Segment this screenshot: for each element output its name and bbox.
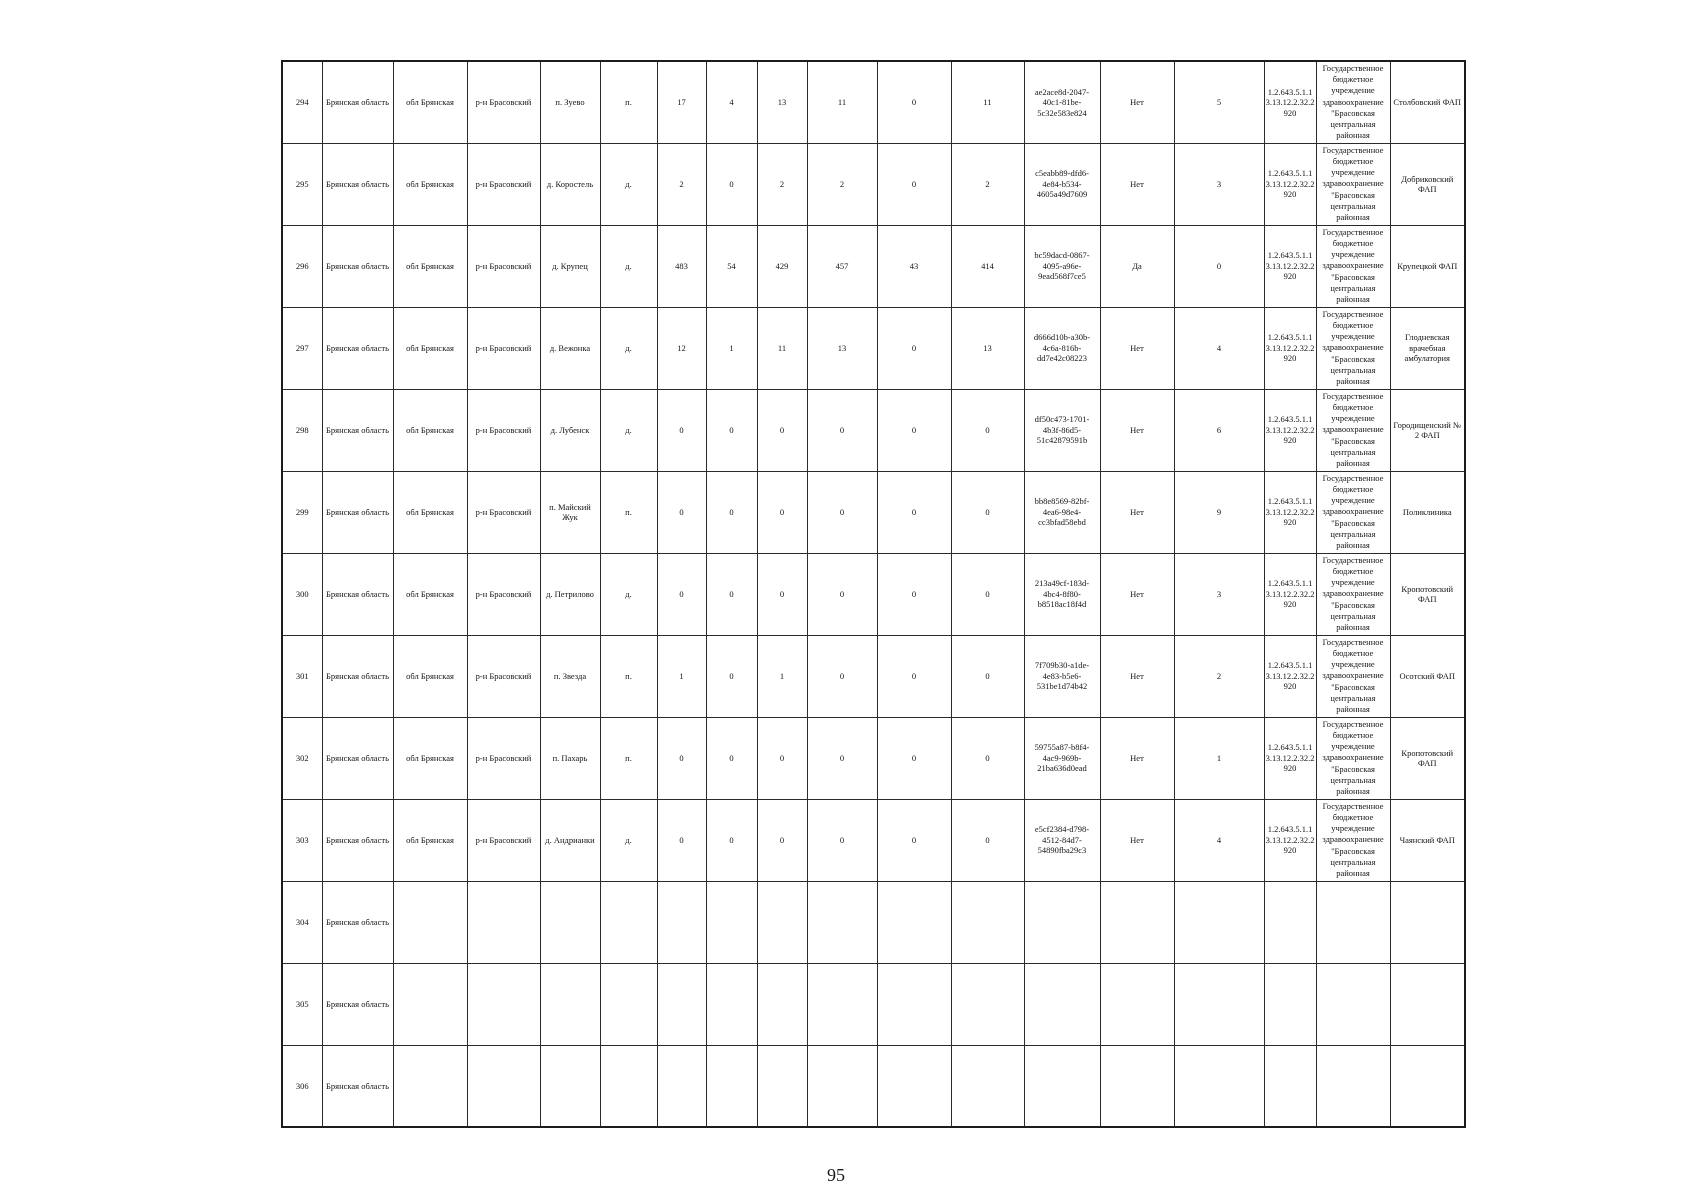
settlement-cell: д. Петрилово [540,553,600,635]
region-cell: Брянская область [322,225,393,307]
facility-cell: Кропотовский ФАП [1390,553,1465,635]
number-cell [1174,881,1264,963]
oid-cell: 1.2.643.5.1.13.13.12.2.32.2920 [1264,61,1316,143]
count-cell-3: 429 [757,225,807,307]
table-row [282,717,1465,799]
yes-no-cell [1100,963,1174,1045]
row-number-cell: 300 [282,553,322,635]
count-cell-6: 0 [951,717,1024,799]
settlement-type-cell: д. [600,389,657,471]
region-cell: Брянская область [322,1045,393,1127]
district-cell: р-н Брасовский [467,717,540,799]
district-cell: р-н Брасовский [467,471,540,553]
oid-cell [1264,881,1316,963]
count-cell-4: 13 [807,307,877,389]
count-cell-2: 0 [706,553,757,635]
oid-cell: 1.2.643.5.1.13.13.12.2.32.2920 [1264,635,1316,717]
count-cell-3 [757,963,807,1045]
count-cell-5: 0 [877,799,951,881]
settlement-cell [540,1045,600,1127]
table-row [282,881,1465,963]
count-cell-3: 1 [757,635,807,717]
facility-cell: Столбовский ФАП [1390,61,1465,143]
count-cell-5 [877,963,951,1045]
organization-cell: Государственное бюджетное учреждение здравоохранение "Брасовская центральная районная [1316,307,1390,389]
count-cell-2: 0 [706,799,757,881]
count-cell-3 [757,881,807,963]
settlement-type-cell: д. [600,553,657,635]
row-number-cell: 294 [282,61,322,143]
count-cell-1: 17 [657,61,706,143]
count-cell-1: 0 [657,717,706,799]
count-cell-6: 414 [951,225,1024,307]
number-cell: 4 [1174,799,1264,881]
oid-cell [1264,1045,1316,1127]
region-cell: Брянская область [322,389,393,471]
settlement-cell: д. Лубенск [540,389,600,471]
count-cell-3: 13 [757,61,807,143]
settlement-type-cell: д. [600,225,657,307]
number-cell: 9 [1174,471,1264,553]
number-cell: 1 [1174,717,1264,799]
organization-cell [1316,963,1390,1045]
count-cell-3: 0 [757,717,807,799]
region-cell: Брянская область [322,61,393,143]
count-cell-2: 0 [706,717,757,799]
table-row [282,635,1465,717]
number-cell: 3 [1174,553,1264,635]
count-cell-3: 0 [757,389,807,471]
yes-no-cell: Нет [1100,389,1174,471]
table-row [282,553,1465,635]
number-cell: 4 [1174,307,1264,389]
count-cell-6: 0 [951,471,1024,553]
count-cell-6: 0 [951,553,1024,635]
yes-no-cell: Нет [1100,143,1174,225]
guid-cell: bb8e8569-82bf-4ea6-98e4-cc3bfad58ebd [1024,471,1100,553]
row-number-cell: 304 [282,881,322,963]
table-row [282,143,1465,225]
subject-cell: обл Брянская [393,553,467,635]
count-cell-2: 0 [706,389,757,471]
count-cell-3: 2 [757,143,807,225]
row-number-cell: 305 [282,963,322,1045]
settlement-type-cell [600,881,657,963]
oid-cell [1264,963,1316,1045]
count-cell-5: 0 [877,389,951,471]
settlement-type-cell: д. [600,307,657,389]
row-number-cell: 299 [282,471,322,553]
settlement-cell: д. Вежонка [540,307,600,389]
guid-cell: 59755a87-b8f4-4ac9-969b-21ba636d0ead [1024,717,1100,799]
settlement-type-cell: п. [600,635,657,717]
count-cell-1 [657,963,706,1045]
count-cell-4: 0 [807,389,877,471]
count-cell-1: 0 [657,471,706,553]
oid-cell: 1.2.643.5.1.13.13.12.2.32.2920 [1264,553,1316,635]
district-cell: р-н Брасовский [467,799,540,881]
district-cell: р-н Брасовский [467,143,540,225]
oid-cell: 1.2.643.5.1.13.13.12.2.32.2920 [1264,307,1316,389]
count-cell-4 [807,963,877,1045]
oid-cell: 1.2.643.5.1.13.13.12.2.32.2920 [1264,717,1316,799]
subject-cell: обл Брянская [393,143,467,225]
count-cell-6: 0 [951,799,1024,881]
region-cell: Брянская область [322,307,393,389]
yes-no-cell: Нет [1100,799,1174,881]
count-cell-5: 0 [877,61,951,143]
count-cell-6: 13 [951,307,1024,389]
row-number-cell: 301 [282,635,322,717]
yes-no-cell: Нет [1100,553,1174,635]
count-cell-1: 12 [657,307,706,389]
count-cell-4: 2 [807,143,877,225]
subject-cell: обл Брянская [393,717,467,799]
page-number: 95 [827,1165,845,1185]
facility-cell [1390,963,1465,1045]
count-cell-2 [706,963,757,1045]
count-cell-4: 457 [807,225,877,307]
count-cell-3: 0 [757,799,807,881]
table-row [282,471,1465,553]
count-cell-3: 0 [757,553,807,635]
region-cell: Брянская область [322,143,393,225]
organization-cell: Государственное бюджетное учреждение здравоохранение "Брасовская центральная районная [1316,799,1390,881]
subject-cell: обл Брянская [393,471,467,553]
count-cell-2: 54 [706,225,757,307]
region-cell: Брянская область [322,635,393,717]
row-number-cell: 295 [282,143,322,225]
oid-cell: 1.2.643.5.1.13.13.12.2.32.2920 [1264,225,1316,307]
count-cell-4: 0 [807,553,877,635]
subject-cell [393,1045,467,1127]
count-cell-1 [657,1045,706,1127]
settlement-type-cell: п. [600,471,657,553]
organization-cell: Государственное бюджетное учреждение здравоохранение "Брасовская центральная районная [1316,553,1390,635]
table-row [282,389,1465,471]
table-row [282,225,1465,307]
count-cell-4 [807,1045,877,1127]
row-number-cell: 302 [282,717,322,799]
count-cell-1: 1 [657,635,706,717]
count-cell-2 [706,881,757,963]
count-cell-4 [807,881,877,963]
count-cell-2: 0 [706,635,757,717]
district-cell: р-н Брасовский [467,61,540,143]
subject-cell: обл Брянская [393,307,467,389]
table-row [282,61,1465,143]
settlement-cell: п. Пахарь [540,717,600,799]
count-cell-2: 4 [706,61,757,143]
settlement-type-cell [600,963,657,1045]
settlement-type-cell: д. [600,799,657,881]
subject-cell: обл Брянская [393,635,467,717]
yes-no-cell: Нет [1100,61,1174,143]
table-row [282,963,1465,1045]
district-cell [467,963,540,1045]
oid-cell: 1.2.643.5.1.13.13.12.2.32.2920 [1264,799,1316,881]
district-cell: р-н Брасовский [467,307,540,389]
yes-no-cell: Да [1100,225,1174,307]
settlement-cell: д. Андрианки [540,799,600,881]
organization-cell: Государственное бюджетное учреждение здравоохранение "Брасовская центральная районная [1316,225,1390,307]
table-row [282,1045,1465,1127]
row-number-cell: 298 [282,389,322,471]
count-cell-4: 0 [807,635,877,717]
settlement-type-cell [600,1045,657,1127]
facility-cell: Крупецкой ФАП [1390,225,1465,307]
table-row [282,307,1465,389]
document-sheet [281,60,1464,1128]
count-cell-6 [951,881,1024,963]
yes-no-cell [1100,881,1174,963]
count-cell-4: 0 [807,799,877,881]
subject-cell [393,963,467,1045]
settlement-cell [540,881,600,963]
guid-cell: c5eabb89-dfd6-4e84-b534-4605a49d7609 [1024,143,1100,225]
guid-cell: 213a49cf-183d-4bc4-8f80-b8518ac18f4d [1024,553,1100,635]
count-cell-5: 0 [877,635,951,717]
row-number-cell: 306 [282,1045,322,1127]
facility-cell [1390,1045,1465,1127]
guid-cell: bc59dacd-0867-4095-a96e-9ead568f7ce5 [1024,225,1100,307]
subject-cell: обл Брянская [393,799,467,881]
region-cell: Брянская область [322,553,393,635]
guid-cell: ae2ace8d-2047-40c1-81be-5c32e583e824 [1024,61,1100,143]
yes-no-cell: Нет [1100,307,1174,389]
facility-cell [1390,881,1465,963]
yes-no-cell: Нет [1100,471,1174,553]
organization-cell [1316,881,1390,963]
row-number-cell: 297 [282,307,322,389]
count-cell-6 [951,1045,1024,1127]
number-cell: 0 [1174,225,1264,307]
count-cell-6: 0 [951,389,1024,471]
subject-cell: обл Брянская [393,225,467,307]
settlement-type-cell: п. [600,61,657,143]
count-cell-5: 43 [877,225,951,307]
count-cell-6: 2 [951,143,1024,225]
number-cell [1174,963,1264,1045]
facility-cell: Глодневская врачебная амбулатория [1390,307,1465,389]
region-cell: Брянская область [322,471,393,553]
count-cell-5 [877,881,951,963]
row-number-cell: 303 [282,799,322,881]
yes-no-cell [1100,1045,1174,1127]
organization-cell: Государственное бюджетное учреждение здравоохранение "Брасовская центральная районная [1316,635,1390,717]
region-cell: Брянская область [322,799,393,881]
settlement-cell: д. Коростель [540,143,600,225]
number-cell: 5 [1174,61,1264,143]
count-cell-5: 0 [877,717,951,799]
count-cell-5: 0 [877,471,951,553]
number-cell: 2 [1174,635,1264,717]
yes-no-cell: Нет [1100,717,1174,799]
count-cell-2: 1 [706,307,757,389]
settlement-cell: п. Звезда [540,635,600,717]
number-cell: 6 [1174,389,1264,471]
count-cell-5: 0 [877,553,951,635]
organization-cell: Государственное бюджетное учреждение здравоохранение "Брасовская центральная районная [1316,143,1390,225]
guid-cell [1024,881,1100,963]
settlement-cell: п. Зуево [540,61,600,143]
count-cell-4: 0 [807,717,877,799]
oid-cell: 1.2.643.5.1.13.13.12.2.32.2920 [1264,389,1316,471]
guid-cell: d666d10b-a30b-4c6a-816b-dd7e42c08223 [1024,307,1100,389]
facility-cell: Городищенский № 2 ФАП [1390,389,1465,471]
facility-cell: Добриковский ФАП [1390,143,1465,225]
organization-cell: Государственное бюджетное учреждение здравоохранение "Брасовская центральная районная [1316,717,1390,799]
count-cell-6: 11 [951,61,1024,143]
count-cell-3: 0 [757,471,807,553]
guid-cell [1024,1045,1100,1127]
organization-cell: Государственное бюджетное учреждение здравоохранение "Брасовская центральная районная [1316,61,1390,143]
guid-cell: 7f709b30-a1de-4e83-b5e6-531be1d74b42 [1024,635,1100,717]
facility-cell: Кропотовский ФАП [1390,717,1465,799]
subject-cell [393,881,467,963]
region-cell: Брянская область [322,963,393,1045]
district-cell [467,1045,540,1127]
count-cell-5 [877,1045,951,1127]
number-cell [1174,1045,1264,1127]
count-cell-1: 0 [657,799,706,881]
settlement-type-cell: п. [600,717,657,799]
count-cell-4: 11 [807,61,877,143]
count-cell-5: 0 [877,307,951,389]
count-cell-1: 0 [657,389,706,471]
data-table [281,60,1466,1128]
count-cell-1: 2 [657,143,706,225]
subject-cell: обл Брянская [393,61,467,143]
settlement-cell [540,963,600,1045]
facility-cell: Поликлиника [1390,471,1465,553]
organization-cell: Государственное бюджетное учреждение здравоохранение "Брасовская центральная районная [1316,471,1390,553]
oid-cell: 1.2.643.5.1.13.13.12.2.32.2920 [1264,471,1316,553]
count-cell-4: 0 [807,471,877,553]
facility-cell: Осотский ФАП [1390,635,1465,717]
row-number-cell: 296 [282,225,322,307]
count-cell-1: 0 [657,553,706,635]
organization-cell: Государственное бюджетное учреждение здравоохранение "Брасовская центральная районная [1316,389,1390,471]
facility-cell: Чаянский ФАП [1390,799,1465,881]
yes-no-cell: Нет [1100,635,1174,717]
district-cell [467,881,540,963]
region-cell: Брянская область [322,717,393,799]
count-cell-1 [657,881,706,963]
settlement-cell: п. Майский Жук [540,471,600,553]
count-cell-2 [706,1045,757,1127]
settlement-cell: д. Крупец [540,225,600,307]
number-cell: 3 [1174,143,1264,225]
organization-cell [1316,1045,1390,1127]
region-cell: Брянская область [322,881,393,963]
guid-cell: df50c473-1701-4b3f-86d5-51c42879591b [1024,389,1100,471]
district-cell: р-н Брасовский [467,635,540,717]
subject-cell: обл Брянская [393,389,467,471]
count-cell-3 [757,1045,807,1127]
settlement-type-cell: д. [600,143,657,225]
count-cell-1: 483 [657,225,706,307]
guid-cell [1024,963,1100,1045]
count-cell-6 [951,963,1024,1045]
district-cell: р-н Брасовский [467,389,540,471]
count-cell-2: 0 [706,471,757,553]
district-cell: р-н Брасовский [467,553,540,635]
count-cell-3: 11 [757,307,807,389]
count-cell-6: 0 [951,635,1024,717]
district-cell: р-н Брасовский [467,225,540,307]
count-cell-5: 0 [877,143,951,225]
table-row [282,799,1465,881]
oid-cell: 1.2.643.5.1.13.13.12.2.32.2920 [1264,143,1316,225]
guid-cell: e5cf2384-d798-4512-84d7-54890fba29c3 [1024,799,1100,881]
count-cell-2: 0 [706,143,757,225]
